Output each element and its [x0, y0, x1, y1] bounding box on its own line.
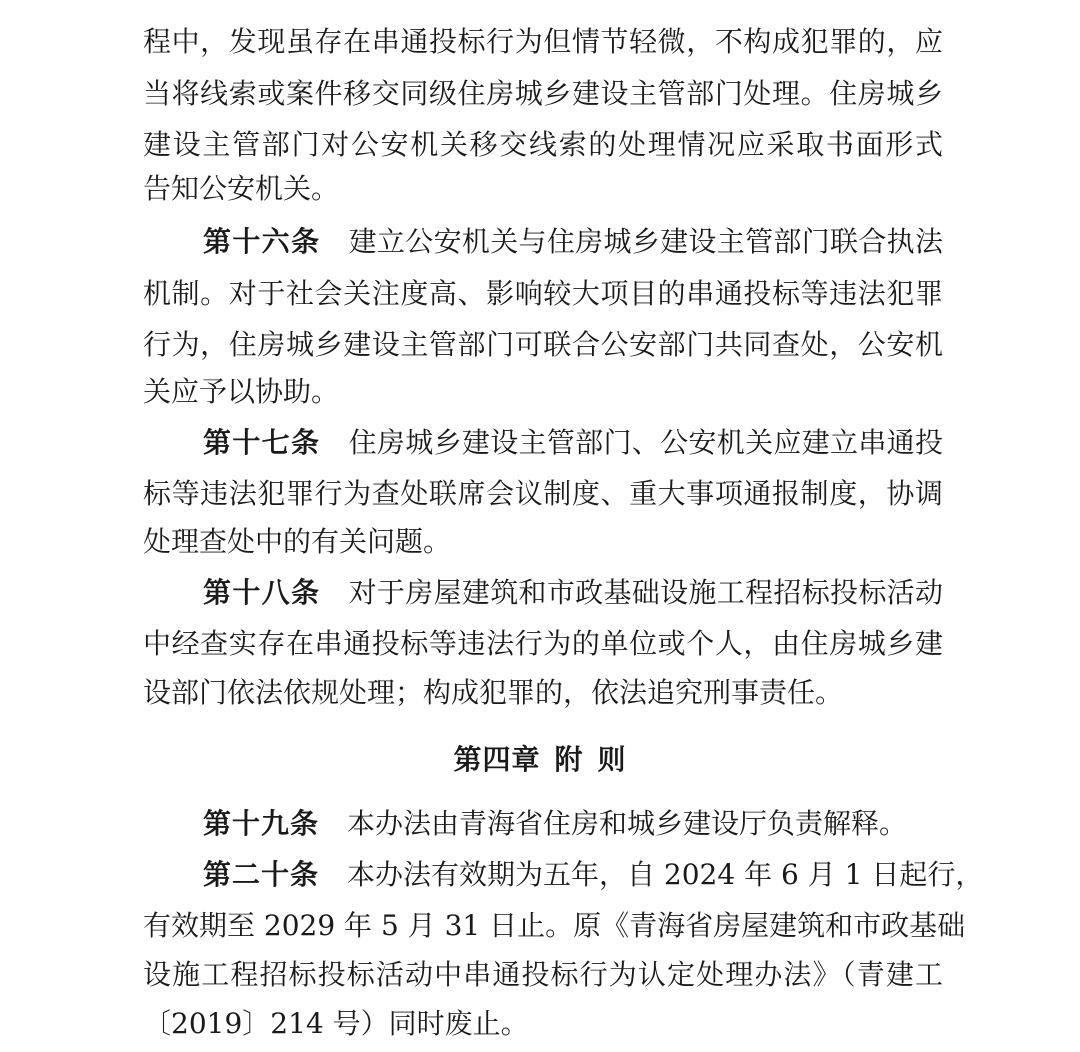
paragraph-line: 关应予以协助。 — [143, 375, 340, 408]
article-18-number: 第十八条 — [203, 576, 321, 609]
article-18-first-line — [203, 573, 943, 613]
paragraph-line: 中经查实存在串通投标等违法行为的单位或个人，由住房城乡建 — [143, 627, 943, 660]
paragraph-line: 设施工程招标投标活动中串通投标行为认定处理办法》（青建工 — [143, 958, 943, 991]
paragraph-line: 设部门依法依规处理；构成犯罪的，依法追究刑事责任。 — [143, 676, 844, 709]
chapter-title-part-1: 附 — [554, 743, 584, 776]
article-16-number: 第十六条 — [203, 225, 321, 258]
article-20-first-line — [203, 855, 984, 895]
article-19-line — [203, 804, 943, 844]
article-19-number: 第十九条 — [203, 807, 320, 840]
paragraph-line: 告知公安机关。 — [143, 172, 340, 205]
article-19-text: 本办法由青海省住房和城乡建设厅负责解释。 — [347, 807, 908, 840]
article-16-text: 建立公安机关与住房城乡建设主管部门联合执法 — [348, 225, 943, 258]
paragraph-line: 标等违法犯罪行为查处联席会议制度、重大事项通报制度，协调 — [143, 477, 943, 510]
paragraph-line: 程中，发现虽存在串通投标行为但情节轻微，不构成犯罪的，应 — [143, 25, 943, 58]
paragraph-line: 建设主管部门对公安机关移交线索的处理情况应采取书面形式 — [143, 128, 943, 161]
article-17-number: 第十七条 — [203, 426, 321, 459]
chapter-title-part-2: 则 — [597, 743, 627, 776]
chapter-number: 第四章 — [453, 743, 541, 776]
article-18-text: 对于房屋建筑和市政基础设施工程招标投标活动 — [348, 576, 943, 609]
article-17-first-line — [203, 423, 943, 463]
paragraph-line: 行为，住房城乡建设主管部门可联合公安部门共同查处，公安机 — [143, 328, 943, 361]
chapter-heading — [0, 740, 1080, 780]
paragraph-line: 当将线索或案件移交同级住房城乡建设主管部门处理。住房城乡 — [143, 77, 943, 110]
paragraph-line: 有效期至 2029 年 5 月 31 日止。原《青海省房屋建筑和市政基础 — [143, 909, 966, 942]
article-16-first-line — [203, 222, 943, 262]
paragraph-line: 处理查处中的有关问题。 — [143, 525, 452, 558]
paragraph-line: 机制。对于社会关注度高、影响较大项目的串通投标等违法犯罪 — [143, 277, 943, 310]
article-17-text: 住房城乡建设主管部门、公安机关应建立串通投 — [348, 426, 943, 459]
paragraph-line: 〔2019〕214 号）同时废止。 — [143, 1007, 529, 1040]
article-20-text: 本办法有效期为五年，自 2024 年 6 月 1 日起行， — [347, 858, 984, 891]
article-20-number: 第二十条 — [203, 858, 320, 891]
